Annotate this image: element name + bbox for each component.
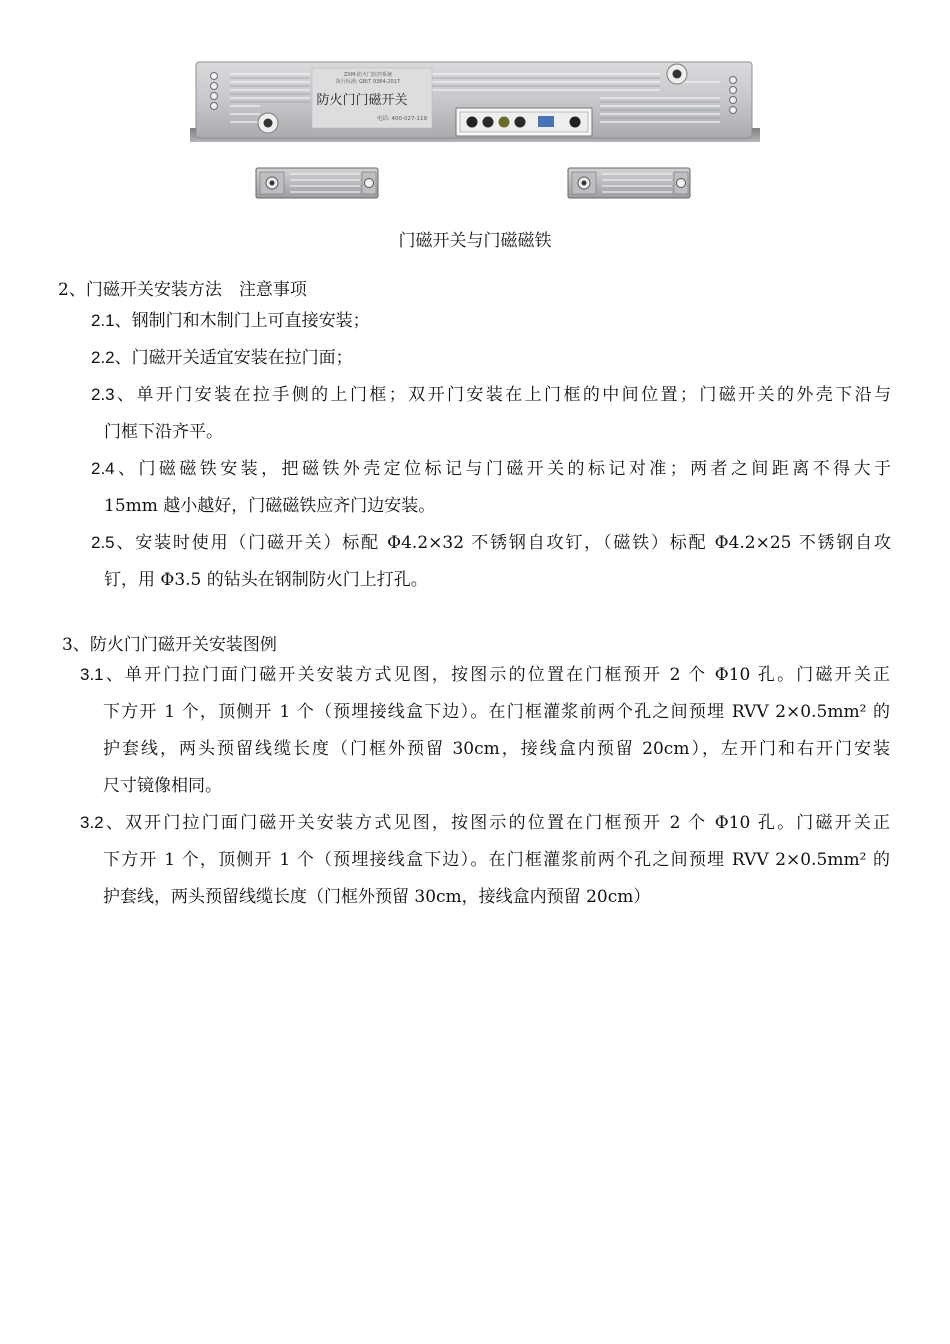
magnet-left [256,168,378,198]
device-title: 防火门门磁开关 [316,93,408,108]
item-text-continued: 门框下沿齐平。 [104,422,223,442]
item-number: 2.2 [91,348,115,367]
item-number: 2.4 [91,459,115,478]
item-text: 、安装时使用（门磁开关）标配 Φ4.2×32 不锈钢自攻钉，（磁铁）标配 Φ4.2×25 不锈钢自攻 [114,533,891,553]
item-text: 、门磁开关适宜安装在拉门面； [114,348,353,368]
door-switch-illustration [190,58,760,208]
item-text-continued: 15mm 越小越好，门磁磁铁应齐门边安装。 [104,496,436,516]
item-3-1 [80,656,890,805]
device-small-text-1: ZXM-防火门监控系统 [344,72,392,78]
item-2-2 [91,339,891,377]
item-text-continued: 下方开 1 个，顶侧开 1 个（预埋接线盒下边）。在门框灌浆前两个孔之间预埋 RVV 2×0.5mm² 的 [103,850,890,870]
item-2-3 [91,376,891,451]
item-text-continued: 钉，用 Φ3.5 的钻头在钢制防火门上打孔。 [104,570,428,590]
item-text: 、单开门安装在拉手侧的上门框；双开门安装在上门框的中间位置；门磁开关的外壳下沿与 [114,385,891,405]
item-text: 、钢制门和木制门上可直接安装； [114,311,370,331]
door-switch-photo [190,58,760,208]
door-switch-body [190,62,760,142]
item-number: 2.1 [91,311,115,330]
item-text-continued: 护套线，两头预留线缆长度（门框外预留 30cm，接线盒内预留 20cm） [103,887,651,907]
figure-caption: 门磁开关与门磁磁铁 [398,231,552,251]
section-3-heading: 3、防火门门磁开关安装图例 [62,635,277,655]
section-2-heading: 2、门磁开关安装方法 注意事项 [58,280,307,300]
item-text: 、单开门拉门面门磁开关安装方式见图，按图示的位置在门框预开 2 个 Φ10 孔。门磁开关正 [103,665,890,685]
item-text-continued: 下方开 1 个，顶侧开 1 个（预埋接线盒下边）。在门框灌浆前两个孔之间预埋 RVV 2×0.5mm² 的 [103,702,890,722]
item-2-1 [91,302,891,340]
item-2-5 [91,524,891,599]
item-number: 2.5 [91,533,115,552]
item-3-2 [80,804,890,916]
item-number: 3.1 [80,665,104,684]
item-number: 3.2 [80,813,104,832]
item-2-4 [91,450,891,525]
device-phone: 电话: 400-027-119 [376,116,428,122]
item-text: 、双开门拉门面门磁开关安装方式见图，按图示的位置在门框预开 2 个 Φ10 孔。门磁开关正 [103,813,890,833]
magnet-right [568,168,690,198]
item-text: 、门磁磁铁安装，把磁铁外壳定位标记与门磁开关的标记对准；两者之间距离不得大于 [114,459,891,479]
device-small-text-2: 执行标准: GB/T 9384-2017 [335,79,401,85]
item-text-continued: 护套线，两头预留线缆长度（门框外预留 30cm，接线盒内预留 20cm），左开门和右开门安装 [103,739,890,759]
item-number: 2.3 [91,385,115,404]
item-text-continued: 尺寸镜像相同。 [103,776,222,796]
